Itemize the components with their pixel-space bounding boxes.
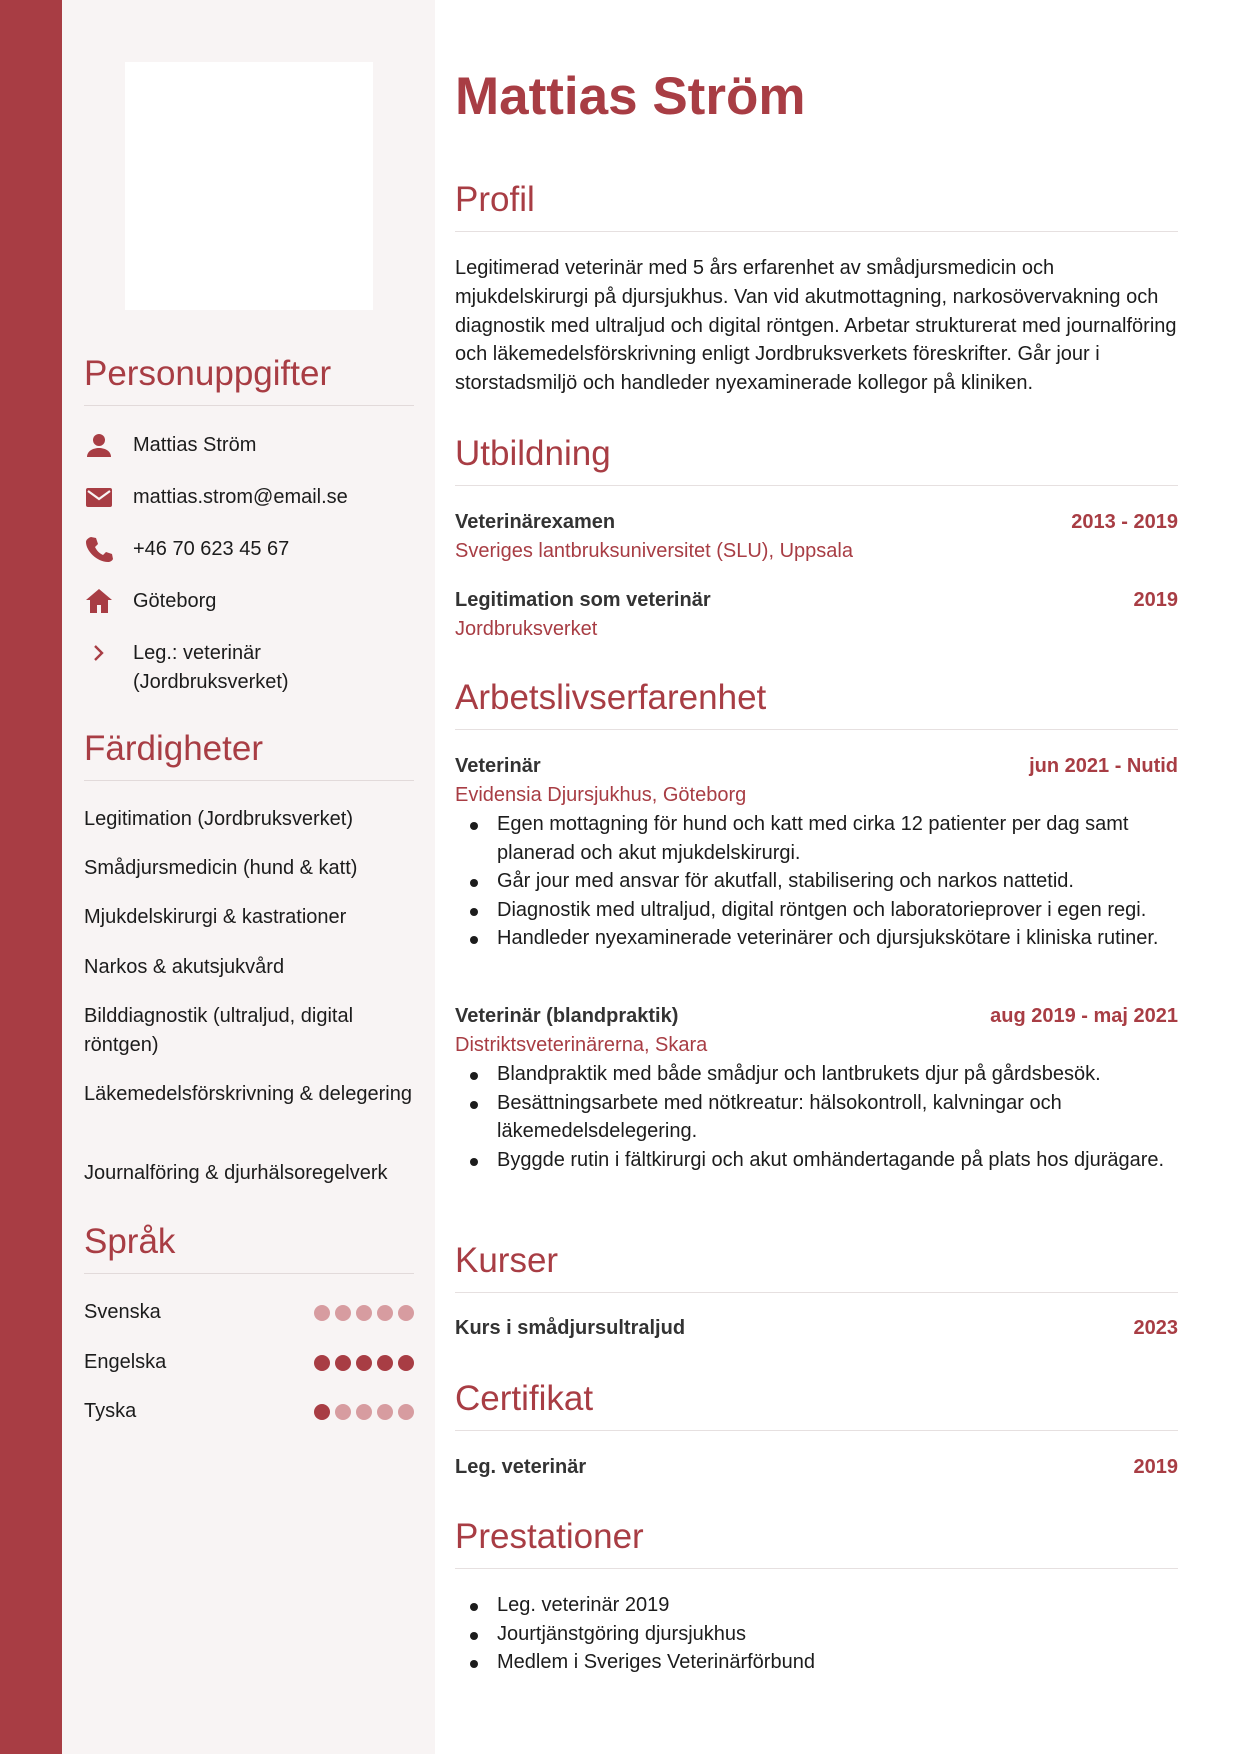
level-dot [377, 1355, 393, 1371]
bullet-item: Besättningsarbete med nötkreatur: hälsokontroll, kalvningar och läkemedelsdelegering. [497, 1089, 1178, 1146]
level-dot [398, 1305, 414, 1321]
skill-item: Narkos & akutsjukvård [84, 956, 285, 978]
language-level [314, 1305, 414, 1321]
entry-title: Veterinärexamen [455, 511, 616, 533]
achievements-list [455, 1591, 1178, 1677]
personal-info-heading: Personuppgifter [84, 356, 414, 406]
skills-heading: Färdigheter [84, 731, 414, 781]
entry-org: Distriktsveterinärerna, Skara [455, 1034, 708, 1056]
level-dot [398, 1355, 414, 1371]
candidate-name: Mattias Ström [455, 67, 806, 126]
skill-item: Legitimation (Jordbruksverket) [84, 808, 353, 830]
level-dot [398, 1404, 414, 1420]
level-dot [335, 1404, 351, 1420]
contact-email[interactable] [84, 482, 414, 512]
profile-text: Legitimerad veterinär med 5 års erfarenhet av smådjursmedicin och mjukdelskirurgi på djursjukhus. Van vid akutmottagning, narkosövervakning och diagnostik med ultraljud och digital röntgen. Arbetar strukturerat med journalföring och läkemedelsförskrivning enligt Jordbruksverkets föreskrifter. Går jour i storstadsmiljö och handleder nyexaminerade kollegor på kliniken. [455, 257, 1177, 395]
contact-phone[interactable] [84, 534, 414, 564]
level-dot [335, 1355, 351, 1371]
language-row [84, 1397, 414, 1426]
language-level [314, 1355, 414, 1371]
achievement-bullets [455, 1591, 1178, 1677]
skill-item: Läkemedelsförskrivning & delegering [84, 1083, 412, 1105]
achievements-heading: Prestationer [455, 1519, 1178, 1569]
contact-name-text: Mattias Ström [133, 434, 257, 456]
bullet-item: Leg. veterinär 2019 [497, 1591, 1178, 1620]
email-icon [84, 482, 114, 512]
entry-org: Jordbruksverket [455, 618, 598, 640]
bullet-item: Handleder nyexaminerade veterinärer och djursjukskötare i kliniska rutiner. [497, 924, 1178, 953]
contact-location [84, 586, 414, 616]
skill-item: Smådjursmedicin (hund & katt) [84, 857, 358, 879]
skill-item: Mjukdelskirurgi & kastrationer [84, 906, 347, 928]
phone-icon [84, 534, 114, 564]
course-entry [455, 1314, 1178, 1343]
chevron-right-icon [84, 638, 114, 668]
contact-name [84, 430, 414, 460]
accent-stripe [0, 0, 62, 1754]
contact-email-text[interactable]: mattias.strom@email.se [133, 486, 348, 508]
language-row [84, 1298, 414, 1327]
experience-entry [455, 752, 1178, 953]
bullet-item: Blandpraktik med både smådjur och lantbrukets djur på gårdsbesök. [497, 1060, 1178, 1089]
entry-date: 2023 [1133, 1317, 1178, 1339]
entry-org: Evidensia Djursjukhus, Göteborg [455, 784, 747, 806]
level-dot [356, 1355, 372, 1371]
bullet-item: Jourtjänstgöring djursjukhus [497, 1620, 1178, 1649]
entry-date: 2019 [1133, 589, 1178, 611]
bullet-item: Medlem i Sveriges Veterinärförbund [497, 1648, 1178, 1677]
profile-heading: Profil [455, 182, 1178, 232]
entry-bullets [455, 810, 1178, 953]
entry-title: Veterinär [455, 755, 541, 777]
skill-item: Journalföring & djurhälsoregelverk [84, 1162, 388, 1184]
level-dot [356, 1305, 372, 1321]
person-icon [84, 430, 114, 460]
bullet-item: Byggde rutin i fältkirurgi och akut omhändertagande på plats hos djurägare. [497, 1146, 1178, 1175]
experience-entry [455, 1002, 1178, 1174]
education-entry [455, 586, 1178, 644]
level-dot [335, 1305, 351, 1321]
language-row [84, 1348, 414, 1377]
entry-date: 2013 - 2019 [1071, 511, 1178, 533]
courses-heading: Kurser [455, 1243, 1178, 1293]
level-dot [356, 1404, 372, 1420]
contact-phone-text[interactable]: +46 70 623 45 67 [133, 538, 290, 560]
level-dot [377, 1305, 393, 1321]
education-heading: Utbildning [455, 436, 1178, 486]
entry-title: Kurs i smådjursultraljud [455, 1317, 686, 1339]
entry-bullets [455, 1060, 1178, 1174]
education-entry [455, 508, 1178, 566]
language-level [314, 1404, 414, 1420]
level-dot [314, 1305, 330, 1321]
bullet-item: Diagnostik med ultraljud, digital röntgen och laboratorieprover i egen regi. [497, 896, 1178, 925]
entry-org: Sveriges lantbruksuniversitet (SLU), Uppsala [455, 540, 853, 562]
experience-heading: Arbetslivserfarenhet [455, 680, 1178, 730]
certificates-heading: Certifikat [455, 1381, 1178, 1431]
level-dot [314, 1355, 330, 1371]
contact-license-text: Leg.: veterinär (Jordbruksverket) [133, 642, 289, 693]
certificate-entry [455, 1453, 1178, 1482]
level-dot [377, 1404, 393, 1420]
level-dot [314, 1404, 330, 1420]
bullet-item: Egen mottagning för hund och katt med cirka 12 patienter per dag samt planerad och akut mjukdelskirurgi. [497, 810, 1178, 867]
contact-location-text: Göteborg [133, 590, 217, 612]
entry-date: jun 2021 - Nutid [1029, 755, 1178, 777]
contact-license [84, 638, 414, 697]
languages-heading: Språk [84, 1224, 414, 1274]
home-icon [84, 586, 114, 616]
entry-title: Veterinär (blandpraktik) [455, 1005, 679, 1027]
entry-title: Legitimation som veterinär [455, 589, 711, 611]
language-name: Svenska [84, 1301, 161, 1323]
entry-title: Leg. veterinär [455, 1456, 587, 1478]
entry-date: aug 2019 - maj 2021 [990, 1005, 1178, 1027]
language-name: Engelska [84, 1351, 167, 1373]
profile-photo [125, 62, 373, 310]
skill-item: Bilddiagnostik (ultraljud, digital röntgen) [84, 1005, 354, 1056]
language-name: Tyska [84, 1400, 137, 1422]
bullet-item: Går jour med ansvar för akutfall, stabilisering och narkos nattetid. [497, 867, 1178, 896]
entry-date: 2019 [1133, 1456, 1178, 1478]
